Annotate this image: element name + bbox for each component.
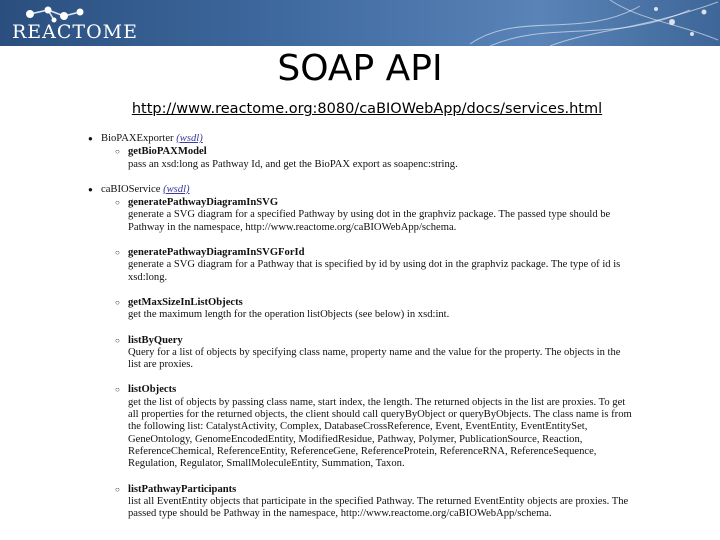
header-banner: [0, 0, 720, 46]
operation-name: ○ listByQuery: [128, 334, 183, 346]
operation-item: [101, 247, 633, 284]
page-title: SOAP API: [277, 48, 443, 89]
operation-name: ○ listPathwayParticipants: [128, 483, 237, 495]
operation-description: generate a SVG diagram for a Pathway that is specified by id by using dot in the graphviz package. The type of id is xsd:long.: [128, 259, 621, 283]
operation-name: ○ getBioPAXModel: [128, 146, 207, 158]
operation-name: ○ generatePathwayDiagramInSVGForId: [128, 247, 305, 259]
operation-item: [101, 297, 633, 322]
operation-description: pass an xsd:long as Pathway Id, and get the BioPAX export as soapenc:string.: [128, 158, 458, 170]
wsdl-link[interactable]: (wsdl): [163, 183, 190, 195]
operation-description: list all EventEntity objects that participate in the specified Pathway. The returned EventEntity objects are proxies. The passed type should be Pathway in the namespace, http://www.reactome.org/caBIOWebApp/schema.: [128, 495, 629, 520]
operation-name: ○ getMaxSizeInListObjects: [128, 296, 243, 308]
operation-description: get the list of objects by passing class name, start index, the length. The returned objects in the list are proxies. To get all properties for the returned objects, the client should call queryByObject or queryByObjects. The class name is from the following list: CatalystActivity, Complex, DatabaseCrossReference, Event, EventEntity, EventEntitySet, GeneOntology, GenomeEncodedEntity, ModifiedResidue, Pathway, Polymer, PublicationSource, Reaction, ReferenceChemical, ReferenceEntity, ReferenceGene, ReferenceProtein, ReferenceRNA, ReferenceSequence, Regulation, Regulator, SmallMoleculeEntity, Summation, Taxon.: [128, 396, 632, 470]
reactome-logo[interactable]: [8, 4, 138, 44]
logo-text: REACTOME: [12, 21, 139, 43]
operation-item: [101, 197, 633, 234]
service-name: BioPAXExporter: [101, 133, 174, 144]
operation-description: get the maximum length for the operation listObjects (see below) in xsd:int.: [128, 309, 450, 321]
operation-name: ○ listObjects: [128, 384, 177, 396]
services-document: [88, 133, 633, 533]
service-name: caBIOService: [101, 183, 161, 195]
operation-item: [101, 335, 633, 372]
decorative-swirl-icon: [460, 0, 720, 46]
operation-description: Query for a list of objects by specifying class name, property name and the value for the property. The objects in the list are proxies.: [128, 346, 621, 371]
operation-item: [101, 384, 633, 470]
operation-item: [101, 484, 633, 521]
service-bioPAXExporter: [88, 133, 633, 171]
wsdl-link[interactable]: (wsdl): [176, 133, 203, 144]
services-url-link[interactable]: http://www.reactome.org:8080/caBIOWebApp/docs/services.html: [131, 101, 603, 117]
operation-name: ○ generatePathwayDiagramInSVG: [128, 197, 279, 209]
service-caBIOService: [88, 184, 633, 521]
operation-item: [101, 146, 633, 171]
operation-description: generate a SVG diagram for a specified Pathway by using dot in the graphviz package. The passed type should be Pathway in the namespace, http://www.reactome.org/caBIOWebApp/schema.: [128, 209, 611, 233]
